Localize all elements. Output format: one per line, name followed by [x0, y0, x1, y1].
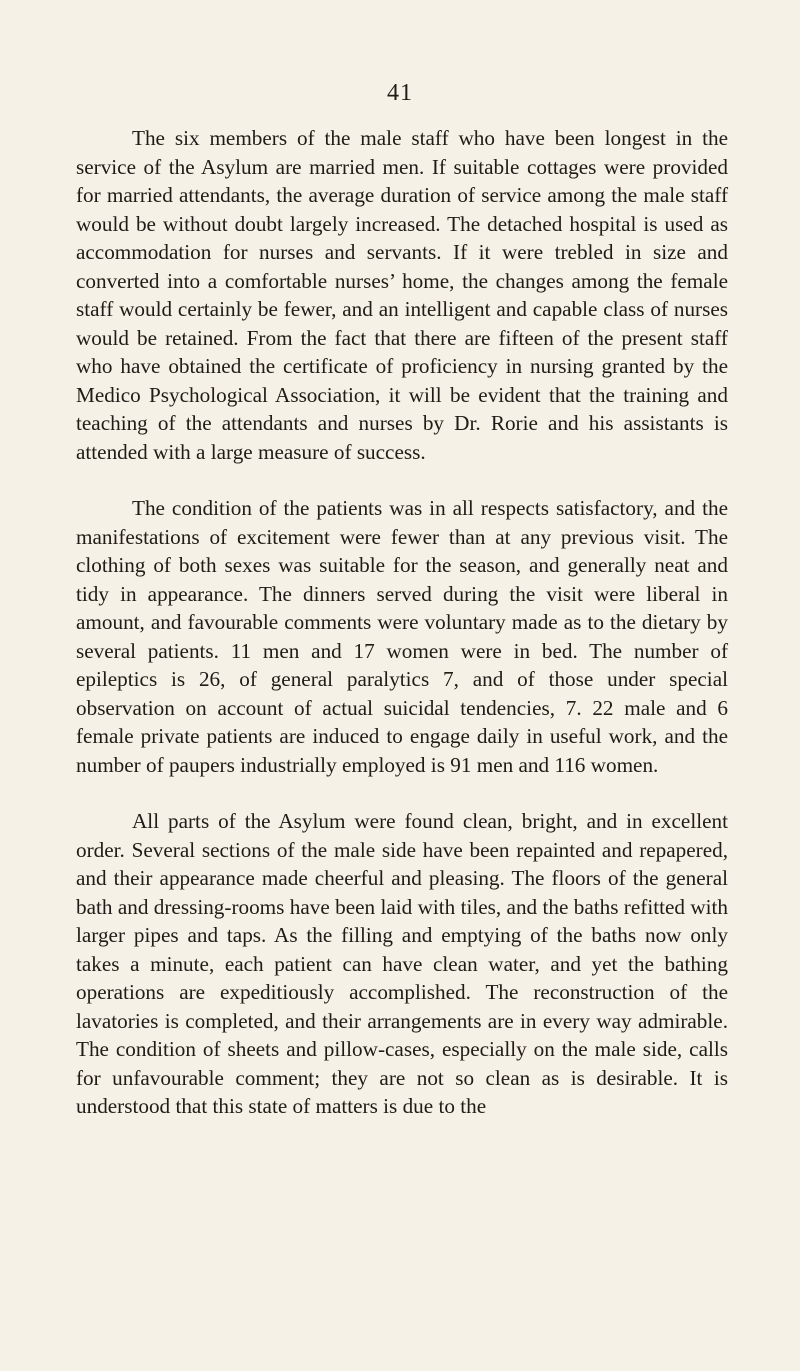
paragraph-patients: The condition of the patients was in all respects satisfactory, and the manifestations of excitement were fewer than at any previous visit. The clothing of both sexes was suitable for the season, and generally neat and tidy in appearance. The dinners served during the visit were liberal in amount, and favourable comments were voluntary made as to the dietary by several patients. 11 men and 17 women were in bed. The number of epileptics is 26, of general paralytics 7, and of those under special observation on account of actual suicidal tendencies, 7. 22 male and 6 female private patients are induced to engage daily in useful work, and the number of paupers industrially employed is 91 men and 116 women.: [76, 496, 728, 777]
page-number: 41: [387, 80, 413, 106]
paragraph-staff: The six members of the male staff who have been longest in the service of the Asylum are married men. If suitable cottages were provided for married attendants, the average duration of service among the male staff would be without doubt largely increased. The detached hospital is used as accommodation for nurses and servants. If it were trebled in size and converted into a comfortable nurses’ home, the changes among the female staff would certainly be fewer, and an intelligent and capable class of nurses would be retained. From the fact that there are fifteen of the present staff who have obtained the certificate of proficiency in nursing granted by the Medico Psychological Association, it will be evident that the training and teaching of the attendants and nurses by Dr. Rorie and his assistants is attended with a large measure of success.: [76, 126, 728, 464]
paragraph-asylum-condition: All parts of the Asylum were found clean, bright, and in excellent order. Several sections of the male side have been repainted and repapered, and their appearance made cheerful and pleasing. The floors of the general bath and dressing-rooms have been laid with tiles, and the baths refitted with larger pipes and taps. As the filling and emptying of the baths now only takes a minute, each patient can have clean water, and yet the bathing operations are expeditiously accomplished. The reconstruction of the lavatories is completed, and their arrangements are in every way admirable. The condition of sheets and pillow-cases, especially on the male side, calls for unfavourable comment; they are not so clean as is desirable. It is understood that this state of matters is due to the: [76, 809, 728, 1118]
body-text: [76, 124, 728, 1149]
